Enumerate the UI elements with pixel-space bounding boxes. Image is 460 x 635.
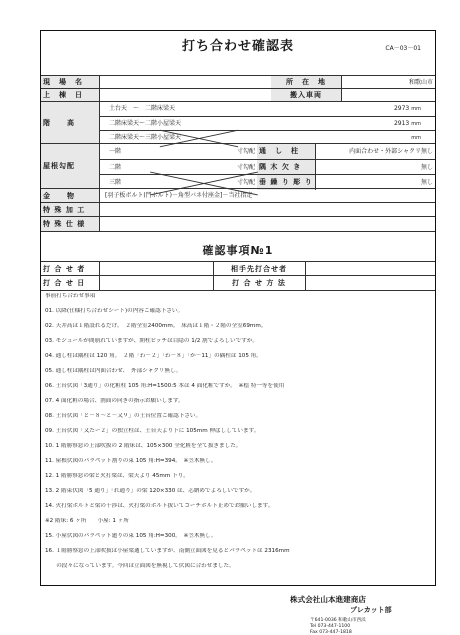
row-frame — [41, 88, 435, 102]
roof-row-2-value: 無し — [420, 163, 433, 171]
footer-company: 株式会社山本進建商店 — [290, 595, 366, 604]
counterpart-label: 相手先打合せ者 — [231, 264, 287, 273]
row-roof — [41, 143, 435, 189]
hardware-label: 金 物 — [41, 189, 99, 203]
site-name-label: 現 場 名 — [41, 76, 99, 89]
roof-row-1-value: 内面合わせ・外部シャクリ無し — [349, 147, 433, 155]
note-item: 11. 屋根伏図のパラペット割りの束 105 角:H=394。 ※笠木無し。 — [45, 458, 217, 464]
form-title: 打ち合わせ確認表 — [181, 39, 294, 54]
note-item: 10. 1 階勝察窓の上部吹抜の 2 階床は、105×300 全化粧を全て抜きました。 — [45, 443, 242, 449]
meeting-date-value[interactable] — [99, 276, 213, 290]
roof-row-3-item: 垂 繰 り 彫 り — [257, 175, 315, 190]
counterpart-value[interactable] — [305, 262, 435, 276]
location-label: 所 在 地 — [271, 76, 341, 89]
footer-fax: Fax 073-447-1818 — [310, 630, 352, 635]
height-row-3-value: mm — [411, 134, 421, 141]
height-label: 階 高 — [41, 102, 99, 144]
roof-row-3-value: 無し — [420, 178, 433, 186]
note-item: 09. 土台伏図「又たー２」の独立柱は、土台天より下に 105mm 伸ばししています。 — [45, 428, 260, 434]
note-item: 03. モジュールが間崩れていますが、開柱ピッチは目隠の 1/2 割でよろしいですか。 — [45, 338, 258, 344]
meeting-method-value[interactable] — [305, 276, 435, 290]
height-row-2-text: 二階床梁天～二階小屋梁天 — [109, 120, 182, 127]
frame-date-label: 上 棟 日 — [41, 89, 99, 102]
note-item: 05. 通し柱は隅柱は内面合わせ、 外部シャクリ無し。 — [45, 368, 182, 374]
note-item: 13. 2 階束伏図「5 通り」「れ通り」の梁 120×330 は、芯納めでよろしいですか。 — [45, 488, 256, 494]
row-meeting-person — [41, 261, 435, 276]
meeting-method-label: 打 合 せ 方 法 — [232, 278, 286, 287]
meeting-person-value[interactable] — [99, 262, 213, 276]
height-row-2-value: 2913 mm — [393, 120, 421, 127]
note-item: 15. 小屋伏図のパラペット廻りの束 105 角:H=300。 ※笠木無し。 — [45, 533, 217, 539]
note-item: の段々になっています。今回は立面図を無視して伏図に合わせました。 — [45, 563, 235, 569]
roof-row-3-floor: 三階 — [109, 178, 122, 186]
meeting-person-label: 打 合 せ 者 — [43, 264, 86, 273]
height-row-2 — [99, 116, 435, 131]
hardware-value: [羽子板ボルト(門ボルト)－角型バネ付座金]－当社指定 — [105, 192, 253, 199]
note-item: 14. 火打梁ボルトと梁の干渉は、火打梁のボルト抜いてコーチボルト止めでお願いします。 — [45, 503, 274, 509]
roof-row-2-floor: 二階 — [109, 163, 122, 171]
roof-row-2-unit: 寸勾配 — [236, 163, 255, 171]
roof-row-1-item: 通 し 柱 — [257, 144, 315, 159]
note-item: ※2 階床: 6 ヶ所 小屋: 1 ヶ所 — [45, 518, 129, 524]
note-item: 16. １階勝察窓の上部吹抜は小屋梁通していますが、南側立面図を見るとパラペットは 2316mm — [45, 548, 290, 554]
footer-tel: Tel 073-447-1100 — [310, 624, 351, 629]
note-item: 02. 天井高は１階設れるだけ。 ２階全室2400mm。 床高は１階・２階の全室69mm。 — [45, 323, 267, 329]
form-frame — [40, 30, 436, 586]
prior-items-label: 事前打ち合わせ事項 — [45, 293, 96, 299]
row-meeting-date — [41, 275, 435, 291]
footer-address: 〒641-0036 和歌山市西浜 — [310, 618, 366, 623]
height-row-1-text: 土台天 ～ 二階床梁天 — [109, 105, 176, 112]
row-special — [41, 202, 435, 217]
roof-row-1 — [99, 144, 435, 159]
note-item: 04. 通し柱は隅柱は 120 角。 ２階「わ－２」「わ－８」「か－11」の隅柱は 105 角。 — [45, 353, 262, 359]
height-row-1 — [99, 102, 435, 116]
note-item: 06. 土台伏図「3通り」の化粧柱 105 角:H=1500:5 本は 4 面化粧ですか。 ※桧 特一等を使用 — [45, 383, 285, 389]
note-item: 01. 以降(仕様打ち合わせシート)の内容ご確認下さい。 — [45, 308, 184, 314]
footer-dept: プレカット部 — [350, 606, 392, 614]
location-value: 和歌山市 — [408, 78, 433, 86]
note-item: 12. 1 階勝察窓の梁と火打梁は、梁天より 45mm 下り。 — [45, 473, 189, 479]
roof-row-1-floor: 一階 — [109, 147, 122, 155]
row-site — [41, 75, 435, 89]
note-item: 07. 4 面化粧の場合、割面の向きの指示お願いします。 — [45, 398, 184, 404]
height-row-1-value: 2973 mm — [393, 105, 421, 112]
note-item: 08. 土台伏図「と－８～と－又９」の土台位置ご確認下さい。 — [45, 413, 202, 419]
confirm-title: 確認事項№1 — [202, 244, 274, 257]
roof-label: 屋根勾配 — [41, 144, 99, 189]
height-row-3-text: 二階床梁天～三階小屋梁天 — [109, 134, 182, 141]
roof-row-2-item: 隅 木 欠 き — [257, 160, 315, 175]
roof-row-1-unit: 寸勾配 — [236, 147, 255, 155]
meeting-date-label: 打 合 せ 日 — [43, 278, 86, 287]
row-hardware — [41, 188, 435, 203]
form-code: CA－03－01 — [385, 45, 421, 52]
special-spec-value[interactable] — [99, 217, 435, 231]
vehicle-label: 搬入車両 — [271, 89, 341, 102]
roof-row-3-unit: 寸勾配 — [236, 178, 255, 186]
special-label: 特 殊 加 工 — [41, 203, 99, 217]
special-spec-label: 特 殊 仕 様 — [41, 217, 99, 231]
row-special-spec — [41, 216, 435, 232]
special-value[interactable] — [99, 203, 435, 217]
row-height — [41, 101, 435, 144]
